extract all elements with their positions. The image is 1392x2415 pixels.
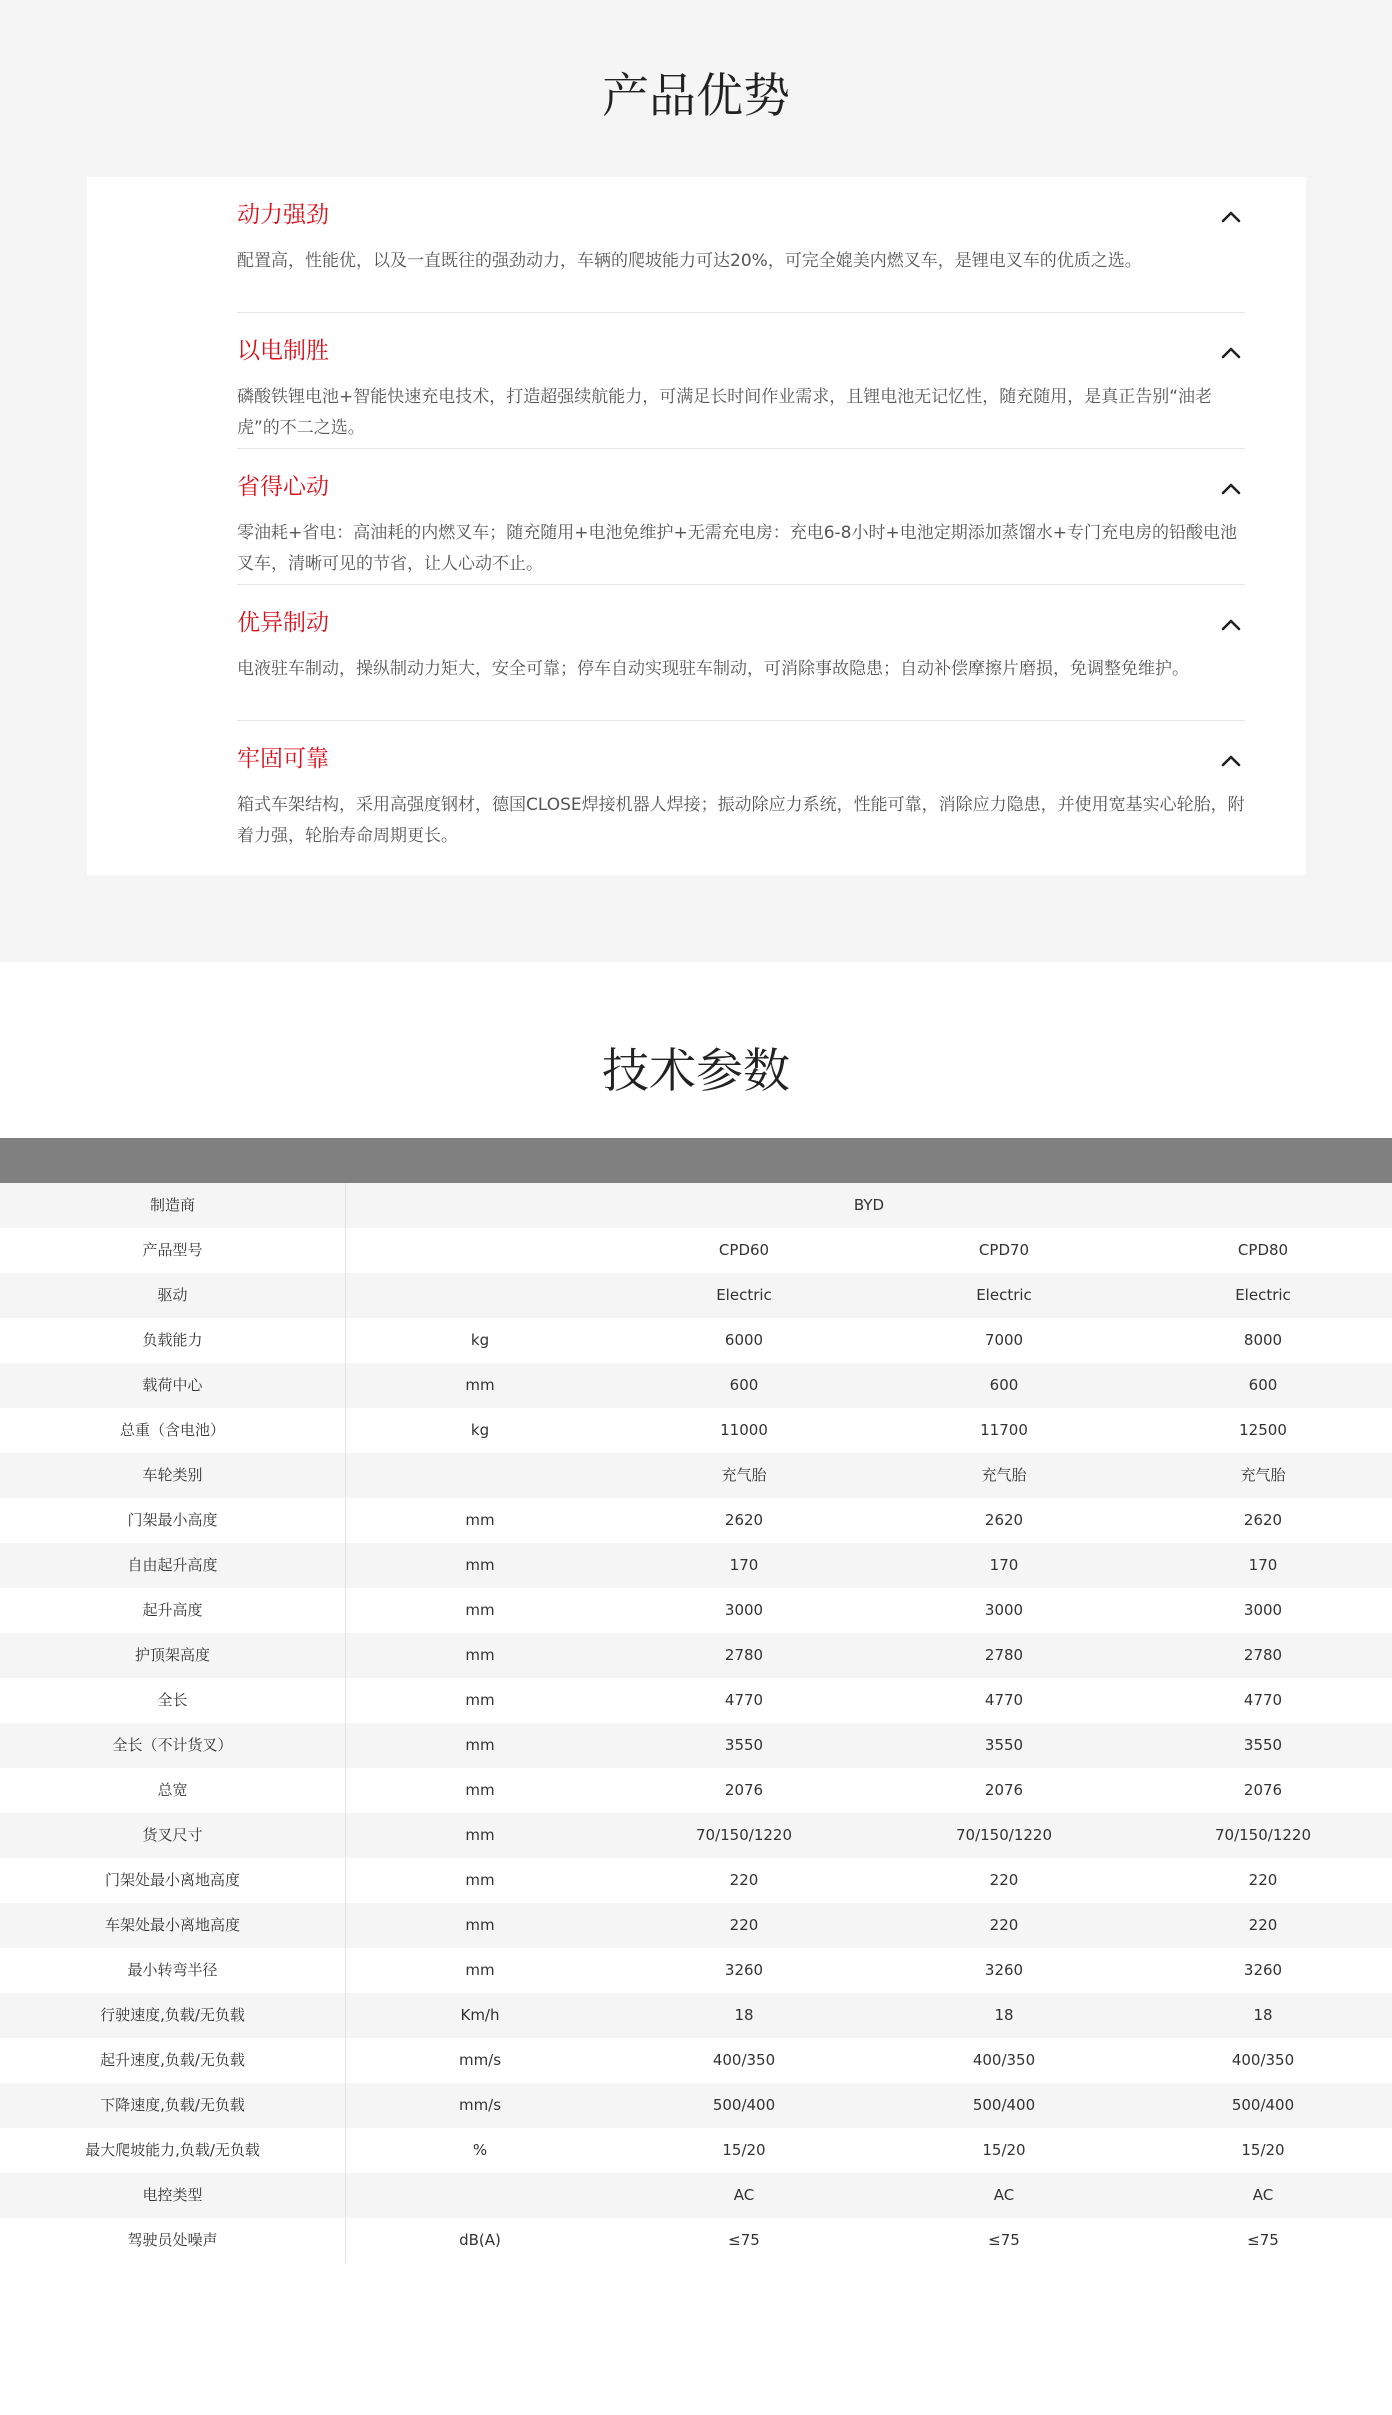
spec-unit: mm [465,1376,495,1394]
spec-value-2: 2076 [984,1781,1024,1799]
spec-unit: mm/s [458,2051,502,2069]
spec-name: 护顶架高度 [0,1633,346,1678]
table-row [0,1723,1392,1768]
advantage-description: 磷酸铁锂电池+智能快速充电技术，打造超强续航能力，可满足长时间作业需求，且锂电池无记忆性，随充随用，是真正告别“油老虎”的不二之选。 [237,387,1213,438]
table-row [0,1903,1392,1948]
spec-value-3: CPD80 [1237,1241,1289,1259]
advantage-title[interactable]: 省得心动 [237,474,329,500]
spec-value-2: 400/350 [972,2051,1036,2069]
advantage-title[interactable]: 以电制胜 [237,338,329,364]
spec-name: 最大爬坡能力,负载/无负载 [0,2128,346,2173]
spec-name: 总宽 [0,1768,346,1813]
spec-name: 行驶速度,负载/无负载 [0,1993,346,2038]
spec-unit: mm [465,1916,495,1934]
spec-value-1: 2076 [724,1781,764,1799]
spec-name: 总重（含电池） [0,1408,346,1453]
spec-value-1: 220 [729,1871,759,1889]
spec-value: BYD [853,1196,885,1214]
spec-value-1: 18 [734,2006,754,2024]
spec-unit [346,2173,614,2218]
table-row [0,2218,1392,2263]
spec-value-2: 充气胎 [981,1466,1027,1484]
table-row [0,2128,1392,2173]
spec-name: 驾驶员处噪声 [0,2218,346,2263]
spec-value-1: 4770 [724,1691,764,1709]
table-row [0,1228,1392,1273]
spec-name: 最小转弯半径 [0,1948,346,1993]
spec-value-3: ≤75 [1247,2231,1279,2249]
spec-name: 产品型号 [0,1228,346,1273]
advantages-title: 产品优势 [602,69,790,124]
spec-value-3: 3260 [1243,1961,1283,1979]
spec-value-3: 220 [1248,1916,1278,1934]
spec-value-2: 220 [989,1916,1019,1934]
spec-name: 负载能力 [0,1318,346,1363]
spec-unit: mm [465,1781,495,1799]
spec-unit: kg [470,1421,490,1439]
spec-value-2: 170 [989,1556,1019,1574]
spec-name: 制造商 [0,1183,346,1228]
spec-value-1: 220 [729,1916,759,1934]
spec-unit: mm [465,1961,495,1979]
spec-value-3: 220 [1248,1871,1278,1889]
spec-unit: % [472,2141,488,2159]
spec-value-2: 3550 [984,1736,1024,1754]
table-row [0,1453,1392,1498]
spec-value-3: 2620 [1243,1511,1283,1529]
spec-unit [346,1453,614,1498]
spec-value-1: ≤75 [728,2231,760,2249]
spec-value-2: CPD70 [978,1241,1030,1259]
table-row [0,1273,1392,1318]
specs-header-bar [0,1138,1392,1183]
spec-unit: Km/h [460,2006,500,2024]
spec-unit: mm [465,1871,495,1889]
spec-unit: mm [465,1556,495,1574]
spec-value-2: AC [993,2186,1015,2204]
spec-value-2: 500/400 [972,2096,1036,2114]
spec-value-2: 220 [989,1871,1019,1889]
chevron-up-icon[interactable] [1217,611,1245,639]
spec-unit [346,1228,614,1273]
spec-unit: mm [465,1601,495,1619]
advantage-item-braking [237,585,1245,721]
table-row [0,2173,1392,2218]
table-row [0,1183,1392,1228]
advantage-description: 箱式车架结构，采用高强度钢材，德国CLOSE焊接机器人焊接；振动除应力系统，性能可靠，消除应力隐患，并使用宽基实心轮胎，附着力强，轮胎寿命周期更长。 [237,795,1245,846]
chevron-up-icon[interactable] [1217,339,1245,367]
spec-unit: kg [470,1331,490,1349]
spec-name: 起升速度,负载/无负载 [0,2038,346,2083]
spec-name: 下降速度,负载/无负载 [0,2083,346,2128]
spec-value-1: 3550 [724,1736,764,1754]
advantage-title[interactable]: 牢固可靠 [237,746,329,772]
spec-name: 车架处最小离地高度 [0,1903,346,1948]
spec-value-2: 600 [989,1376,1019,1394]
table-row [0,1543,1392,1588]
table-row [0,1768,1392,1813]
spec-value-2: 7000 [984,1331,1024,1349]
spec-value-2: 2780 [984,1646,1024,1664]
specs-section [0,962,1392,2415]
table-row [0,2083,1392,2128]
spec-value-3: 2780 [1243,1646,1283,1664]
spec-value-1: 充气胎 [721,1466,767,1484]
spec-value-3: 8000 [1243,1331,1283,1349]
spec-value-2: 11700 [980,1421,1028,1439]
spec-unit: mm/s [458,2096,502,2114]
table-row [0,1813,1392,1858]
spec-unit: mm [465,1826,495,1844]
table-row [0,1318,1392,1363]
spec-value-3: 170 [1248,1556,1278,1574]
spec-value-1: 3000 [724,1601,764,1619]
spec-value-2: ≤75 [988,2231,1020,2249]
table-row [0,1498,1392,1543]
chevron-up-icon[interactable] [1217,747,1245,775]
advantage-description: 配置高，性能优，以及一直既往的强劲动力，车辆的爬坡能力可达20%，可完全媲美内燃叉车，是锂电叉车的优质之选。 [237,251,1142,271]
spec-value-3: 12500 [1239,1421,1287,1439]
table-row [0,1858,1392,1903]
spec-unit: mm [465,1736,495,1754]
spec-name: 货叉尺寸 [0,1813,346,1858]
spec-name: 全长 [0,1678,346,1723]
spec-value-1: AC [733,2186,755,2204]
spec-value-3: 400/350 [1231,2051,1295,2069]
chevron-up-icon[interactable] [1217,475,1245,503]
spec-name: 自由起升高度 [0,1543,346,1588]
specs-table [0,1183,1392,2263]
advantage-item-reliability [237,721,1245,857]
spec-value-1: 6000 [724,1331,764,1349]
advantage-description: 电液驻车制动，操纵制动力矩大，安全可靠；停车自动实现驻车制动，可消除事故隐患；自动补偿摩擦片磨损，免调整免维护。 [237,659,1189,679]
spec-value-2: 4770 [984,1691,1024,1709]
table-row [0,1633,1392,1678]
spec-value-1: 400/350 [712,2051,776,2069]
table-row [0,1408,1392,1453]
spec-value-2: 70/150/1220 [956,1826,1052,1844]
spec-name: 全长（不计货叉） [0,1723,346,1768]
spec-name: 门架处最小离地高度 [0,1858,346,1903]
table-row [0,1363,1392,1408]
spec-value-3: 70/150/1220 [1215,1826,1311,1844]
advantage-title[interactable]: 动力强劲 [237,202,329,228]
spec-value-1: 70/150/1220 [696,1826,792,1844]
spec-value-3: 2076 [1243,1781,1283,1799]
spec-value-3: 3550 [1243,1736,1283,1754]
advantage-item-electric [237,313,1245,449]
spec-value-3: 600 [1248,1376,1278,1394]
table-row [0,1588,1392,1633]
spec-value-1: 170 [729,1556,759,1574]
spec-name: 车轮类别 [0,1453,346,1498]
spec-value-1: CPD60 [718,1241,770,1259]
advantage-item-power [237,177,1245,313]
spec-value-3: 18 [1253,2006,1273,2024]
spec-value-3: 4770 [1243,1691,1283,1709]
spec-value-3: AC [1252,2186,1274,2204]
table-row [0,2038,1392,2083]
spec-value-2: 3000 [984,1601,1024,1619]
table-row [0,1948,1392,1993]
spec-value-3: 3000 [1243,1601,1283,1619]
spec-value-2: Electric [976,1286,1032,1304]
spec-value-1: 2780 [724,1646,764,1664]
table-row [0,1993,1392,2038]
spec-unit [346,1273,614,1318]
spec-name: 载荷中心 [0,1363,346,1408]
spec-value-1: 2620 [724,1511,764,1529]
spec-value-1: 600 [729,1376,759,1394]
spec-value-3: 15/20 [1241,2141,1285,2159]
spec-unit: dB(A) [459,2231,501,2249]
spec-name: 驱动 [0,1273,346,1318]
spec-value-1: 500/400 [712,2096,776,2114]
spec-name: 起升高度 [0,1588,346,1633]
spec-value-2: 18 [994,2006,1014,2024]
spec-unit: mm [465,1646,495,1664]
spec-value-1: 15/20 [722,2141,766,2159]
advantages-card [87,177,1306,875]
spec-unit: mm [465,1691,495,1709]
advantages-section [0,0,1392,962]
spec-value-1: 3260 [724,1961,764,1979]
advantage-description: 零油耗+省电：高油耗的内燃叉车；随充随用+电池免维护+无需充电房：充电6-8小时+电池定期添加蒸馏水+专门充电房的铅酸电池叉车，清晰可见的节省，让人心动不止。 [237,523,1237,574]
spec-value-3: 500/400 [1231,2096,1295,2114]
advantages-list [237,177,1245,857]
table-row [0,1678,1392,1723]
spec-value-2: 2620 [984,1511,1024,1529]
spec-value-2: 15/20 [982,2141,1026,2159]
spec-name: 电控类型 [0,2173,346,2218]
spec-name: 门架最小高度 [0,1498,346,1543]
spec-value-1: 11000 [720,1421,768,1439]
chevron-up-icon[interactable] [1217,203,1245,231]
advantage-title[interactable]: 优异制动 [237,610,329,636]
specs-title: 技术参数 [602,1044,790,1099]
spec-value-2: 3260 [984,1961,1024,1979]
spec-value-3: 充气胎 [1240,1466,1286,1484]
spec-unit: mm [465,1511,495,1529]
spec-value-1: Electric [716,1286,772,1304]
advantage-item-saving [237,449,1245,585]
spec-value-3: Electric [1235,1286,1291,1304]
